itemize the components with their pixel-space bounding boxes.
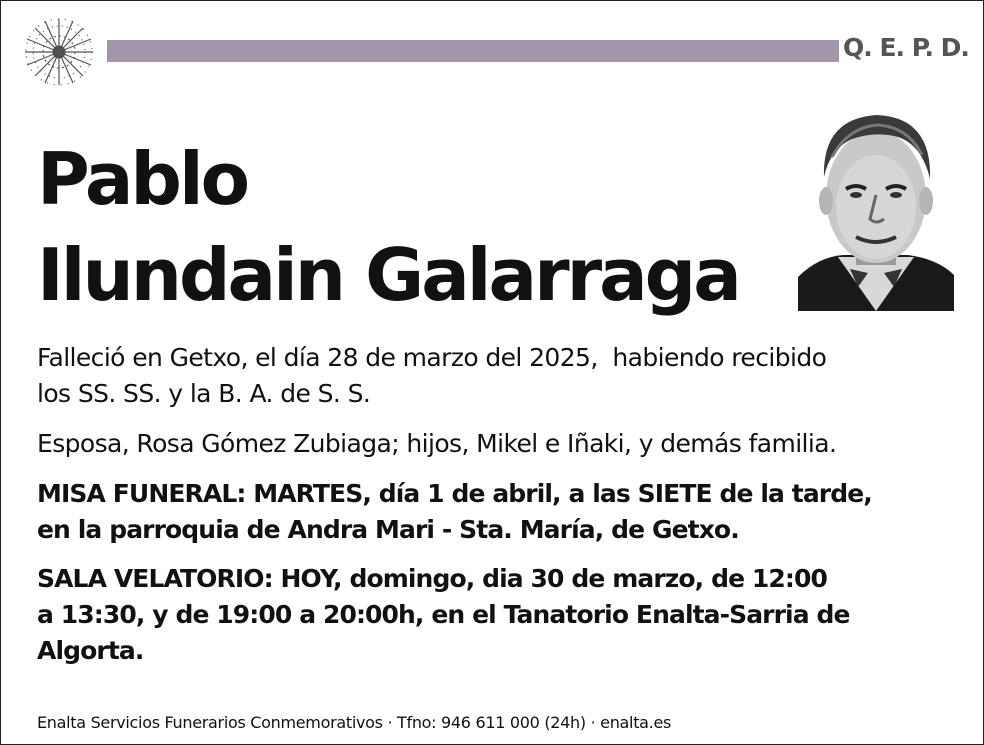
death-line-2: los SS. SS. y la B. A. de S. S. <box>37 379 371 408</box>
flower-icon <box>17 13 101 91</box>
family-line: Esposa, Rosa Gómez Zubiaga; hijos, Mikel e Iñaki, y demás familia. <box>37 429 837 458</box>
wake-line-3: Algorta. <box>37 636 144 665</box>
wake-line-1: SALA VELATORIO: HOY, domingo, dia 30 de marzo, de 12:00 <box>37 564 828 593</box>
funeral-line-1: MISA FUNERAL: MARTES, día 1 de abril, a las SIETE de la tarde, <box>37 479 872 508</box>
footer-contact: Enalta Servicios Funerarios Conmemorativos · Tfno: 946 611 000 (24h) · enalta.es <box>37 713 672 732</box>
portrait-photo <box>798 97 954 311</box>
deceased-name <box>37 131 739 323</box>
death-notice-paragraph <box>37 340 957 412</box>
header-bar <box>107 40 839 62</box>
family-paragraph <box>37 426 957 462</box>
funeral-paragraph <box>37 476 957 548</box>
surnames: Ilundain Galarraga <box>37 233 739 317</box>
wake-line-2: a 13:30, y de 19:00 a 20:00h, en el Tanatorio Enalta-Sarria de <box>37 600 850 629</box>
wake-paragraph <box>37 561 957 669</box>
death-line-1: Falleció en Getxo, el día 28 de marzo del 2025, habiendo recibido <box>37 343 827 372</box>
first-name: Pablo <box>37 137 248 221</box>
funeral-line-2: en la parroquia de Andra Mari - Sta. María, de Getxo. <box>37 515 739 544</box>
qepd-label: Q. E. P. D. <box>843 33 969 62</box>
